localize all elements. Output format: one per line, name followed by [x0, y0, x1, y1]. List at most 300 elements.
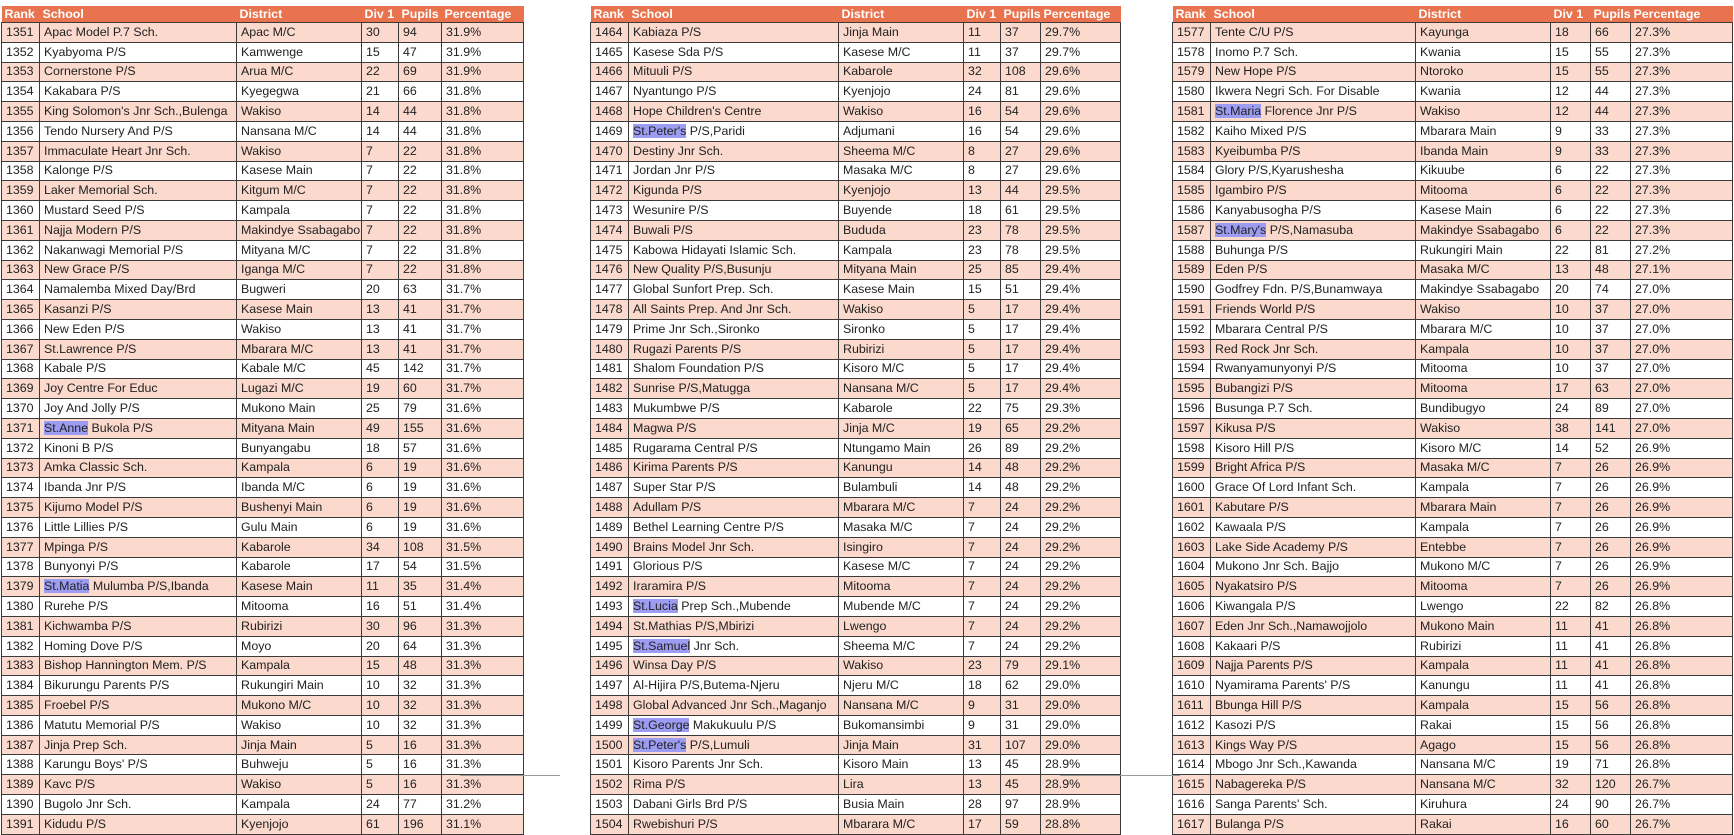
district-cell: Mbarara Main — [1416, 121, 1551, 141]
highlighted-text: St.Peter's — [633, 737, 687, 752]
district-cell: Bundibugyo — [1416, 399, 1551, 419]
percentage-cell: 28.9% — [1041, 775, 1121, 795]
school-cell: Eden P/S — [1211, 260, 1416, 280]
col-rank-header: Rank — [591, 6, 629, 23]
district-cell: Kasese Main — [237, 300, 362, 320]
div1-cell: 25 — [362, 399, 399, 419]
district-cell: Buyende — [839, 201, 964, 221]
rank-cell: 1363 — [2, 260, 40, 280]
pupils-cell: 24 — [1001, 597, 1041, 617]
div1-cell: 14 — [362, 121, 399, 141]
pupils-cell: 57 — [399, 438, 442, 458]
percentage-cell: 31.1% — [442, 814, 524, 834]
table-row — [2, 181, 524, 201]
pupils-cell: 31 — [1001, 696, 1041, 716]
div1-cell: 15 — [1551, 715, 1591, 735]
percentage-cell: 29.4% — [1041, 339, 1121, 359]
div1-cell: 18 — [964, 676, 1001, 696]
percentage-cell: 27.3% — [1631, 161, 1733, 181]
table-row — [2, 517, 524, 537]
table-row — [2, 319, 524, 339]
school-cell: Kabutare P/S — [1211, 498, 1416, 518]
percentage-cell: 29.7% — [1041, 42, 1121, 62]
table-row — [2, 438, 524, 458]
rank-cell: 1600 — [1173, 478, 1211, 498]
rank-cell: 1601 — [1173, 498, 1211, 518]
table-row — [2, 399, 524, 419]
div1-cell: 6 — [362, 478, 399, 498]
rank-cell: 1467 — [591, 82, 629, 102]
divider — [460, 775, 560, 776]
percentage-cell: 28.8% — [1041, 814, 1121, 834]
rank-cell: 1590 — [1173, 280, 1211, 300]
pupils-cell: 85 — [1001, 260, 1041, 280]
district-cell: Mitooma — [1416, 181, 1551, 201]
percentage-cell: 29.5% — [1041, 220, 1121, 240]
rank-cell: 1604 — [1173, 557, 1211, 577]
div1-cell: 38 — [1551, 418, 1591, 438]
pupils-cell: 27 — [1001, 161, 1041, 181]
rank-cell: 1466 — [591, 62, 629, 82]
rank-cell: 1596 — [1173, 399, 1211, 419]
pupils-cell: 22 — [1591, 201, 1631, 221]
rank-cell: 1612 — [1173, 715, 1211, 735]
percentage-cell: 31.3% — [442, 656, 524, 676]
col-pupils-header: Pupils — [1001, 6, 1041, 23]
school-cell: Glory P/S,Kyarushesha — [1211, 161, 1416, 181]
pupils-cell: 65 — [1001, 418, 1041, 438]
school-name-rest: Florence Jnr P/S — [1261, 104, 1357, 119]
district-cell: Mityana M/C — [237, 240, 362, 260]
school-name-rest: Jnr Sch. — [690, 638, 740, 653]
school-cell: Igambiro P/S — [1211, 181, 1416, 201]
school-cell: Grace Of Lord Infant Sch. — [1211, 478, 1416, 498]
district-cell: Mukono Main — [1416, 616, 1551, 636]
table-row — [1173, 735, 1733, 755]
school-cell: Sunrise P/S,Matugga — [629, 379, 839, 399]
table-row — [1173, 418, 1733, 438]
rank-cell: 1475 — [591, 240, 629, 260]
div1-cell: 7 — [964, 557, 1001, 577]
pupils-cell: 26 — [1591, 498, 1631, 518]
rank-cell: 1369 — [2, 379, 40, 399]
div1-cell: 30 — [362, 616, 399, 636]
pupils-cell: 37 — [1591, 319, 1631, 339]
school-cell: New Eden P/S — [40, 319, 237, 339]
table-row — [2, 260, 524, 280]
div1-cell: 19 — [362, 379, 399, 399]
rank-cell: 1501 — [591, 755, 629, 775]
school-cell: Bugolo Jnr Sch. — [40, 795, 237, 815]
percentage-cell: 29.4% — [1041, 300, 1121, 320]
district-cell: Kanungu — [1416, 676, 1551, 696]
rank-cell: 1581 — [1173, 102, 1211, 122]
table-row — [2, 795, 524, 815]
rank-cell: 1617 — [1173, 814, 1211, 834]
pupils-cell: 55 — [1591, 42, 1631, 62]
pupils-cell: 54 — [1001, 121, 1041, 141]
table-row — [2, 597, 524, 617]
div1-cell: 11 — [964, 23, 1001, 43]
rank-cell: 1582 — [1173, 121, 1211, 141]
school-cell: Joy Centre For Educ — [40, 379, 237, 399]
district-cell: Kamwenge — [237, 42, 362, 62]
pupils-cell: 79 — [1001, 656, 1041, 676]
div1-cell: 34 — [362, 537, 399, 557]
pupils-cell: 27 — [1001, 141, 1041, 161]
table-row — [2, 379, 524, 399]
rank-cell: 1353 — [2, 62, 40, 82]
table-row — [2, 498, 524, 518]
percentage-cell: 29.6% — [1041, 82, 1121, 102]
school-cell: Global Advanced Jnr Sch.,Maganjo — [629, 696, 839, 716]
rank-cell: 1473 — [591, 201, 629, 221]
percentage-cell: 26.8% — [1631, 715, 1733, 735]
table-row — [2, 735, 524, 755]
district-cell: Kabarole — [839, 62, 964, 82]
highlighted-text: St.Anne — [44, 420, 89, 435]
school-cell: St.Mathias P/S,Mbirizi — [629, 616, 839, 636]
rank-table-1 — [1, 6, 524, 835]
div1-cell: 23 — [964, 240, 1001, 260]
school-cell: Nabagereka P/S — [1211, 775, 1416, 795]
rank-cell: 1594 — [1173, 359, 1211, 379]
div1-cell: 16 — [1551, 814, 1591, 834]
district-cell: Kasese Main — [237, 161, 362, 181]
pupils-cell: 24 — [1001, 537, 1041, 557]
rank-cell: 1364 — [2, 280, 40, 300]
district-cell: Ntoroko — [1416, 62, 1551, 82]
percentage-cell: 31.4% — [442, 577, 524, 597]
div1-cell: 17 — [362, 557, 399, 577]
district-cell: Mitooma — [237, 597, 362, 617]
district-cell: Wakiso — [237, 715, 362, 735]
school-cell: Bulanga P/S — [1211, 814, 1416, 834]
school-cell: Kaiho Mixed P/S — [1211, 121, 1416, 141]
div1-cell: 13 — [964, 755, 1001, 775]
pupils-cell: 44 — [1001, 181, 1041, 201]
school-cell: Kabowa Hidayati Islamic Sch. — [629, 240, 839, 260]
district-cell: Bukomansimbi — [839, 715, 964, 735]
percentage-cell: 31.3% — [442, 755, 524, 775]
district-cell: Kampala — [1416, 478, 1551, 498]
school-cell: Kijumo Model P/S — [40, 498, 237, 518]
school-cell: Kyeibumba P/S — [1211, 141, 1416, 161]
rank-cell: 1388 — [2, 755, 40, 775]
school-cell: Global Sunfort Prep. Sch. — [629, 280, 839, 300]
school-cell: Amka Classic Sch. — [40, 458, 237, 478]
table-row — [1173, 715, 1733, 735]
school-cell: Bikurungu Parents P/S — [40, 676, 237, 696]
pupils-cell: 22 — [399, 240, 442, 260]
rank-cell: 1610 — [1173, 676, 1211, 696]
percentage-cell: 26.8% — [1631, 676, 1733, 696]
school-name-rest: Prep Sch.,Mubende — [677, 599, 791, 613]
district-cell: Ntungamo Main — [839, 438, 964, 458]
school-cell: Kabale P/S — [40, 359, 237, 379]
school-cell: Kinoni B P/S — [40, 438, 237, 458]
district-cell: Wakiso — [1416, 418, 1551, 438]
district-cell: Makindye Ssabagabo — [1416, 220, 1551, 240]
district-cell: Kyenjojo — [839, 181, 964, 201]
rank-cell: 1480 — [591, 339, 629, 359]
pupils-cell: 196 — [399, 814, 442, 834]
percentage-cell: 29.6% — [1041, 161, 1121, 181]
school-cell: Little Lillies P/S — [40, 517, 237, 537]
district-cell: Kwania — [1416, 42, 1551, 62]
div1-cell: 7 — [1551, 478, 1591, 498]
table-row — [591, 656, 1121, 676]
div1-cell: 16 — [964, 121, 1001, 141]
percentage-cell: 29.4% — [1041, 260, 1121, 280]
highlighted-text: St.Matia — [44, 579, 90, 594]
table-row — [591, 220, 1121, 240]
district-cell: Masaka M/C — [1416, 260, 1551, 280]
percentage-cell: 31.3% — [442, 616, 524, 636]
school-cell: Buhunga P/S — [1211, 240, 1416, 260]
rank-cell: 1599 — [1173, 458, 1211, 478]
div1-cell: 6 — [362, 458, 399, 478]
table-row — [1173, 517, 1733, 537]
district-cell: Isingiro — [839, 537, 964, 557]
table-row — [591, 676, 1121, 696]
col-div1-header: Div 1 — [362, 6, 399, 23]
district-cell: Rubirizi — [1416, 636, 1551, 656]
pupils-cell: 78 — [1001, 220, 1041, 240]
div1-cell: 22 — [1551, 597, 1591, 617]
table-row — [591, 280, 1121, 300]
table-row — [1173, 814, 1733, 834]
district-cell: Mukono M/C — [1416, 557, 1551, 577]
col-percentage-header: Percentage — [1631, 6, 1733, 23]
rank-cell: 1491 — [591, 557, 629, 577]
table-row — [2, 418, 524, 438]
pupils-cell: 33 — [1591, 121, 1631, 141]
rank-cell: 1366 — [2, 319, 40, 339]
table-row — [591, 517, 1121, 537]
district-cell: Kasese Main — [839, 280, 964, 300]
rank-cell: 1468 — [591, 102, 629, 122]
district-cell: Mitooma — [839, 577, 964, 597]
col-div1-header: Div 1 — [1551, 6, 1591, 23]
district-cell: Kabarole — [237, 537, 362, 557]
table-row — [2, 557, 524, 577]
school-cell: Tendo Nursery And P/S — [40, 121, 237, 141]
div1-cell: 26 — [964, 438, 1001, 458]
school-name-rest: Bukola P/S — [88, 420, 153, 435]
pupils-cell: 24 — [1001, 616, 1041, 636]
div1-cell: 6 — [1551, 181, 1591, 201]
div1-cell: 7 — [964, 517, 1001, 537]
pupils-cell: 141 — [1591, 418, 1631, 438]
div1-cell: 6 — [1551, 201, 1591, 221]
school-cell: St.Lawrence P/S — [40, 339, 237, 359]
pupils-cell: 45 — [1001, 755, 1041, 775]
col-district-header: District — [237, 6, 362, 23]
pupils-cell: 45 — [1001, 775, 1041, 795]
pupils-cell: 41 — [399, 300, 442, 320]
school-cell: Shalom Foundation P/S — [629, 359, 839, 379]
table-row — [2, 616, 524, 636]
pupils-cell: 17 — [1001, 379, 1041, 399]
school-cell: Inomo P.7 Sch. — [1211, 42, 1416, 62]
rank-cell: 1478 — [591, 300, 629, 320]
rank-cell: 1379 — [2, 577, 40, 597]
district-cell: Gulu Main — [237, 517, 362, 537]
percentage-cell: 31.6% — [442, 517, 524, 537]
school-cell: Mukumbwe P/S — [629, 399, 839, 419]
district-cell: Jinja M/C — [839, 418, 964, 438]
district-cell: Mityana Main — [237, 418, 362, 438]
district-cell: Lugazi M/C — [237, 379, 362, 399]
pupils-cell: 66 — [399, 82, 442, 102]
school-cell: Kisoro Parents Jnr Sch. — [629, 755, 839, 775]
district-cell: Arua M/C — [237, 62, 362, 82]
percentage-cell: 29.4% — [1041, 319, 1121, 339]
rank-cell: 1492 — [591, 577, 629, 597]
div1-cell: 10 — [362, 696, 399, 716]
district-cell: Kampala — [237, 201, 362, 221]
school-cell: Najja Parents P/S — [1211, 656, 1416, 676]
percentage-cell: 31.3% — [442, 775, 524, 795]
rank-cell: 1591 — [1173, 300, 1211, 320]
percentage-cell: 29.6% — [1041, 141, 1121, 161]
school-cell: Rurehe P/S — [40, 597, 237, 617]
pupils-cell: 59 — [1001, 814, 1041, 834]
district-cell: Mbarara M/C — [237, 339, 362, 359]
table-row — [591, 121, 1121, 141]
div1-cell: 14 — [362, 102, 399, 122]
rank-cell: 1495 — [591, 636, 629, 656]
percentage-cell: 28.9% — [1041, 755, 1121, 775]
percentage-cell: 26.7% — [1631, 814, 1733, 834]
school-cell — [1211, 102, 1416, 122]
percentage-cell: 26.9% — [1631, 458, 1733, 478]
district-cell: Wakiso — [237, 775, 362, 795]
col-district-header: District — [839, 6, 964, 23]
table-row — [2, 478, 524, 498]
table-header-row — [591, 6, 1121, 23]
percentage-cell: 29.1% — [1041, 656, 1121, 676]
school-cell: Immaculate Heart Jnr Sch. — [40, 141, 237, 161]
district-cell: Apac M/C — [237, 23, 362, 43]
table-row — [1173, 636, 1733, 656]
district-cell: Nansana M/C — [1416, 755, 1551, 775]
div1-cell: 45 — [362, 359, 399, 379]
district-cell: Kyenjojo — [839, 82, 964, 102]
table-row — [1173, 102, 1733, 122]
percentage-cell: 31.6% — [442, 498, 524, 518]
rank-cell: 1602 — [1173, 517, 1211, 537]
percentage-cell: 27.0% — [1631, 280, 1733, 300]
table-row — [2, 240, 524, 260]
school-cell: Adullam P/S — [629, 498, 839, 518]
table-row — [2, 280, 524, 300]
rank-cell: 1607 — [1173, 616, 1211, 636]
table-row — [591, 478, 1121, 498]
district-cell: Mitooma — [1416, 359, 1551, 379]
district-cell: Kampala — [237, 656, 362, 676]
div1-cell: 13 — [362, 339, 399, 359]
district-cell: Mitooma — [1416, 379, 1551, 399]
school-cell: Nyamirama Parents' P/S — [1211, 676, 1416, 696]
school-cell: Mituuli P/S — [629, 62, 839, 82]
district-cell: Mbarara Main — [1416, 498, 1551, 518]
rank-cell: 1577 — [1173, 23, 1211, 43]
rank-cell: 1472 — [591, 181, 629, 201]
school-cell: Red Rock Jnr Sch. — [1211, 339, 1416, 359]
col-school-header: School — [40, 6, 237, 23]
percentage-cell: 31.3% — [442, 715, 524, 735]
div1-cell: 15 — [1551, 696, 1591, 716]
div1-cell: 7 — [964, 577, 1001, 597]
table-row — [1173, 458, 1733, 478]
table-row — [2, 755, 524, 775]
district-cell: Adjumani — [839, 121, 964, 141]
percentage-cell: 27.0% — [1631, 300, 1733, 320]
pupils-cell: 37 — [1001, 42, 1041, 62]
table-row — [591, 240, 1121, 260]
district-cell: Kitgum M/C — [237, 181, 362, 201]
district-cell: Lira — [839, 775, 964, 795]
table-row — [591, 458, 1121, 478]
rank-cell: 1496 — [591, 656, 629, 676]
school-cell: Mukono Jnr Sch. Bajjo — [1211, 557, 1416, 577]
table-row — [1173, 181, 1733, 201]
school-cell: Laker Memorial Sch. — [40, 181, 237, 201]
district-cell: Nansana M/C — [1416, 775, 1551, 795]
district-cell: Mbarara M/C — [839, 498, 964, 518]
school-cell: Prime Jnr Sch.,Sironko — [629, 319, 839, 339]
div1-cell: 22 — [1551, 240, 1591, 260]
col-rank-header: Rank — [1173, 6, 1211, 23]
school-cell: Dabani Girls Brd P/S — [629, 795, 839, 815]
percentage-cell: 26.8% — [1631, 755, 1733, 775]
div1-cell: 15 — [964, 280, 1001, 300]
school-cell — [629, 636, 839, 656]
district-cell: Ibanda M/C — [237, 478, 362, 498]
school-cell: Nakanwagi Memorial P/S — [40, 240, 237, 260]
table-row — [1173, 201, 1733, 221]
school-cell: Kawaala P/S — [1211, 517, 1416, 537]
table-row — [591, 399, 1121, 419]
school-cell — [40, 418, 237, 438]
percentage-cell: 29.2% — [1041, 418, 1121, 438]
pupils-cell: 22 — [1591, 161, 1631, 181]
school-cell: Kiwangala P/S — [1211, 597, 1416, 617]
div1-cell: 24 — [1551, 399, 1591, 419]
percentage-cell: 29.5% — [1041, 181, 1121, 201]
percentage-cell: 29.2% — [1041, 537, 1121, 557]
school-cell: Mustard Seed P/S — [40, 201, 237, 221]
highlighted-text: St.Peter's — [633, 123, 687, 138]
table-row — [2, 359, 524, 379]
district-cell: Nansana M/C — [839, 696, 964, 716]
rank-cell: 1498 — [591, 696, 629, 716]
div1-cell: 15 — [362, 656, 399, 676]
rank-cell: 1580 — [1173, 82, 1211, 102]
school-cell: Busunga P.7 Sch. — [1211, 399, 1416, 419]
percentage-cell: 27.0% — [1631, 379, 1733, 399]
school-cell: Kings Way P/S — [1211, 735, 1416, 755]
percentage-cell: 31.8% — [442, 181, 524, 201]
div1-cell: 20 — [362, 636, 399, 656]
percentage-cell: 31.9% — [442, 23, 524, 43]
district-cell: Bunyangabu — [237, 438, 362, 458]
rank-cell: 1587 — [1173, 220, 1211, 240]
percentage-cell: 27.3% — [1631, 141, 1733, 161]
table-row — [1173, 696, 1733, 716]
